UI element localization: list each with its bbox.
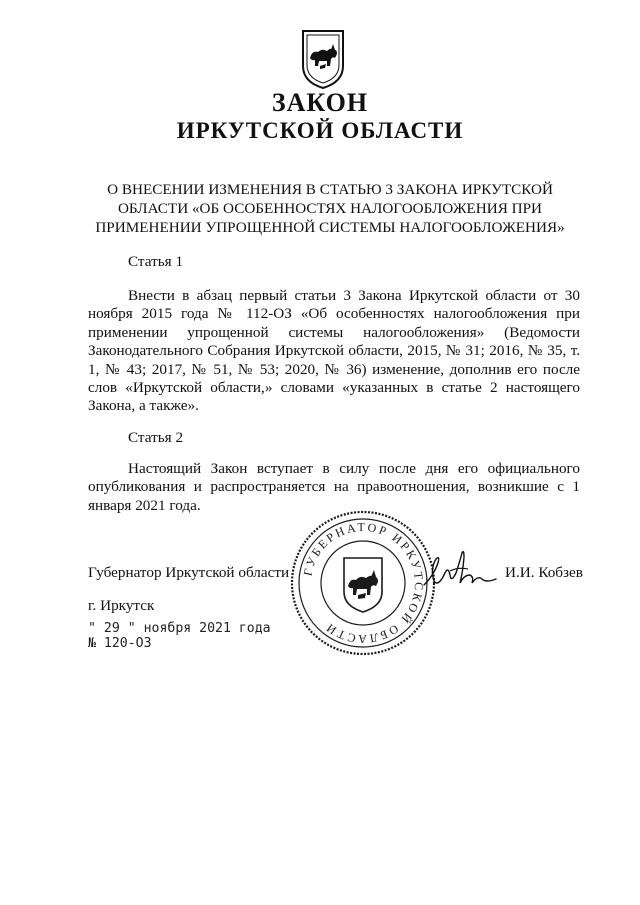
seal-emblem-icon bbox=[344, 558, 382, 612]
law-number: № 120-ОЗ bbox=[88, 636, 152, 651]
article-1-text: Внести в абзац первый статьи 3 Закона Иркутской области от 30 ноября 2015 года № 112-ОЗ «Об особенностях налогообложения при применении упрощенной системы налогообложения» (Ведомости Законодательного Собрания Иркутской области, 2015, № 31; 2016, № 35, т. 1, № 43; 2017, № 51, № 53; 2020, № 36) изменение, дополнив его после слов «Иркутской области,» словами «указанных в статье 2 настоящего Закона, а также». bbox=[88, 287, 580, 415]
document-region: ИРКУТСКОЙ ОБЛАСТИ bbox=[176, 118, 464, 143]
article-2-text: Настоящий Закон вступает в силу после дня его официального опубликования и распространяется на правоотношения, возникшие с 1 января 2021 года. bbox=[88, 460, 580, 514]
seal-text: ГУБЕРНАТОР ИРКУТСКОЙ ОБЛАСТИ bbox=[300, 519, 427, 647]
law-subject: О ВНЕСЕНИИ ИЗМЕНЕНИЯ В СТАТЬЮ 3 ЗАКОНА ИРКУТСКОЙ ОБЛАСТИ «ОБ ОСОБЕННОСТЯХ НАЛОГООБЛОЖЕНИЯ ПРИ ПРИМЕНЕНИИ УПРОЩЕННОЙ СИСТЕМЫ НАЛОГООБЛОЖЕНИЯ» bbox=[95, 181, 565, 236]
place-of-signing: г. Иркутск bbox=[88, 597, 155, 614]
signatory-position: Губернатор Иркутской области bbox=[88, 564, 290, 581]
document-title: ЗАКОН bbox=[271, 88, 369, 117]
article-2-heading: Статья 2 bbox=[128, 429, 184, 446]
handwritten-signature bbox=[420, 545, 500, 595]
official-seal bbox=[288, 508, 438, 658]
coat-of-arms-emblem bbox=[300, 28, 346, 90]
signatory-name: И.И. Кобзев bbox=[505, 564, 583, 581]
signing-date: " 29 " ноября 2021 года bbox=[88, 621, 271, 636]
article-1-heading: Статья 1 bbox=[128, 253, 184, 270]
